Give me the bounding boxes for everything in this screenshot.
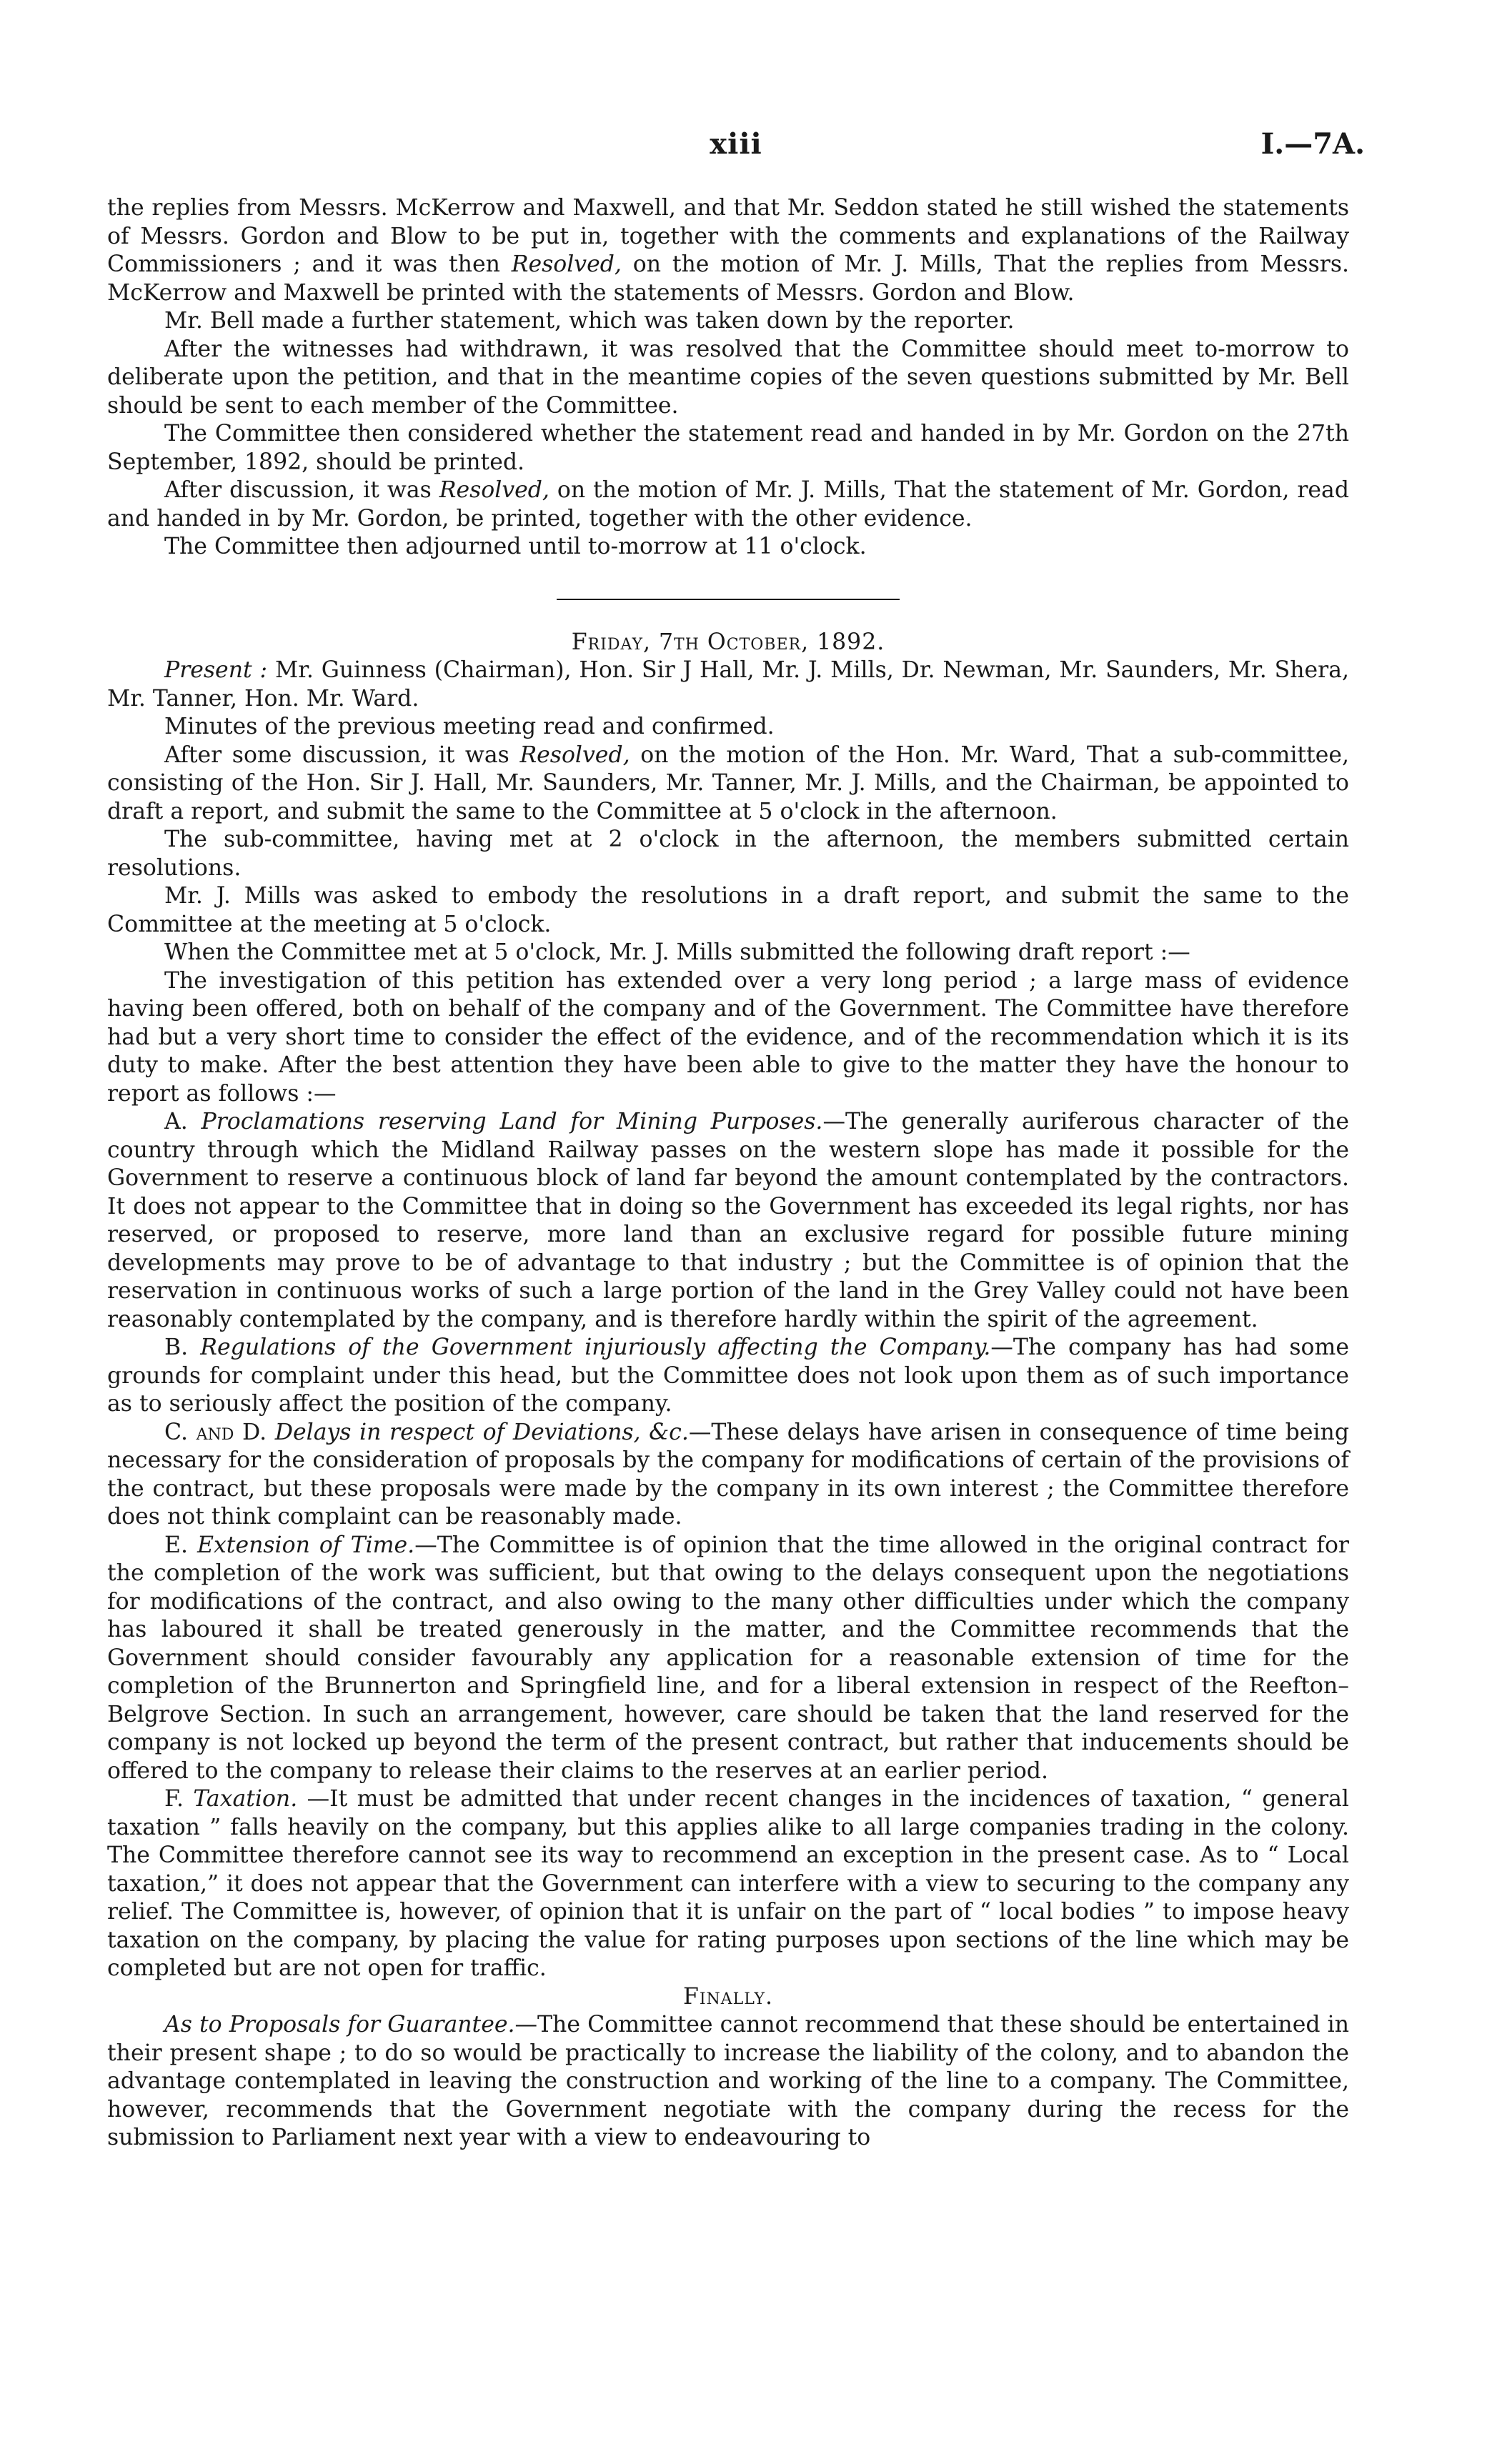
paragraph-mills-asked: Mr. J. Mills was asked to embody the resolutions in a draft report, and submit the same to the Committee at the meeting at 5 o'clock. xyxy=(107,883,1349,937)
paragraph-section-f: F. Taxation. —It must be admitted that under recent changes in the incidences of taxation, “ general taxation ” falls heavily on the company, but this applies alike to all large companies trading in the colony. The Committee therefore cannot see its way to recommend an exception in the present case. As to “ Local taxation,” it does not appear that the Government can interfere with a view to securing to the company any relief. The Committee is, however, of opinion that it is unfair on the part of “ local bodies ” to impose heavy taxation on the company, by placing the value for rating purposes upon sections of the line which may be completed but are not open for traffic. xyxy=(107,1786,1349,1981)
page-header xyxy=(107,127,1365,170)
paper-reference: I.—7A. xyxy=(1260,127,1365,161)
paragraph-minutes: Minutes of the previous meeting read and confirmed. xyxy=(164,714,775,739)
paragraph-witnesses-withdrawn: After the witnesses had withdrawn, it was resolved that the Committee should meet to-morrow to deliberate upon the petition, and that in the meantime copies of the seven questions submitted by Mr. Bell should be sent to each member of the Committee. xyxy=(107,336,1349,419)
date-heading: Friday, 7th October, 1892. xyxy=(571,629,885,655)
section-divider xyxy=(557,599,900,600)
paragraph-adjourned: The Committee then adjourned until to-morrow at 11 o'clock. xyxy=(164,534,867,559)
paragraph-investigation: The investigation of this petition has extended over a very long period ; a large mass of evidence having been offered, both on behalf of the company and of the Government. The Committee have therefore had but a very short time to consider the effect of the evidence, and of the recommendation which it is its duty to make. After the best attention they have been able to give to the matter they have the honour to report as follows :— xyxy=(107,967,1349,1107)
paragraph-bell-statement: Mr. Bell made a further statement, which was taken down by the reporter. xyxy=(164,308,1015,334)
paragraph-continuation: the replies from Messrs. McKerrow and Maxwell, and that Mr. Seddon stated he still wished the statements of Messrs. Gordon and Blow to be put in, together with the comments and explanations of the Railway Commissioners ; and it was then Resolved, on the motion of Mr. J. Mills, That the replies from Messrs. McKerrow and Maxwell be printed with the statements of Messrs. Gordon and Blow. xyxy=(107,195,1349,306)
paragraph-subcommittee: After some discussion, it was Resolved, on the motion of the Hon. Mr. Ward, That a sub-committee, consisting of the Hon. Sir J. Hall, Mr. Saunders, Mr. Tanner, Mr. J. Mills, and the Chairman, be appointed to draft a report, and submit the same to the Committee at 5 o'clock in the afternoon. xyxy=(107,742,1350,824)
paragraph-section-cd: C. and D. Delays in respect of Deviations, &c.—These delays have arisen in consequence of time being necessary for the consideration of proposals by the company for modifications of certain of the provisions of the contract, but these proposals were made by the company in its own interest ; the Committee therefore does not think complaint can be reasonably made. xyxy=(107,1419,1349,1530)
page-number: xiii xyxy=(710,127,762,161)
paragraph-resolved-print: After discussion, it was Resolved, on the motion of Mr. J. Mills, That the statement of Mr. Gordon, read and handed in by Mr. Gordon, be printed, together with the other evidence. xyxy=(107,477,1349,532)
paragraph-section-b: B. Regulations of the Government injuriously affecting the Company.—The company has had some grounds for complaint under this head, but the Committee does not look upon them as of such importance as to seriously affect the position of the company. xyxy=(107,1335,1349,1417)
paragraph-section-a: A. Proclamations reserving Land for Mining Purposes.—The generally auriferous character of the country through which the Midland Railway passes on the western slope has made it possible for the Government to reserve a continuous block of land far beyond the amount contemplated by the contractors. It does not appear to the Committee that in doing so the Government has exceeded its legal rights, nor has reserved, or proposed to reserve, more land than an exclusive regard for possible future mining developments may prove to be of advantage to that industry ; but the Committee is of opinion that the reservation in continuous works of such a large portion of the land in the Grey Valley could not have been reasonably contemplated by the company, and is therefore hardly within the spirit of the agreement. xyxy=(107,1109,1349,1332)
document-body xyxy=(107,194,1349,2153)
finally-heading: Finally. xyxy=(682,1983,774,2010)
paragraph-guarantee: As to Proposals for Guarantee.—The Committee cannot recommend that these should be entertained in their present shape ; to do so would be practically to increase the liability of the colony, and to abandon the advantage contemplated in leaving the construction and working of the line to a company. The Committee, however, recommends that the Government negotiate with the company during the recess for the submission to Parliament next year with a view to endeavouring to xyxy=(107,2012,1349,2150)
paragraph-section-e: E. Extension of Time.—The Committee is of opinion that the time allowed in the original contract for the completion of the work was sufficient, but that owing to the delays consequent upon the negotiations for modifications of the contract, and also owing to the many other difficulties under which the company has laboured it shall be treated generously in the matter, and the Committee recommends that the Government should consider favourably any application for a reasonable extension of time for the completion of the Brunnerton and Springfield line, and for a liberal extension in respect of the Reefton–Belgrove Section. In such an arrangement, however, care should be taken that the land reserved for the company is not locked up beyond the term of the present contract, but rather that inducements should be offered to the company to release their claims to the reserves at an earlier period. xyxy=(107,1532,1349,1784)
paragraph-gordon-statement: The Committee then considered whether the statement read and handed in by Mr. Gordon on the 27th September, 1892, should be printed. xyxy=(107,421,1349,475)
paragraph-subcommittee-met: The sub-committee, having met at 2 o'clock in the afternoon, the members submitted certain resolutions. xyxy=(107,827,1349,881)
paragraph-present: Present : Mr. Guinness (Chairman), Hon. Sir J Hall, Mr. J. Mills, Dr. Newman, Mr. Saunders, Mr. Shera, Mr. Tanner, Hon. Mr. Ward. xyxy=(107,657,1350,712)
paragraph-draft-report: When the Committee met at 5 o'clock, Mr. J. Mills submitted the following draft report :— xyxy=(164,939,1190,965)
